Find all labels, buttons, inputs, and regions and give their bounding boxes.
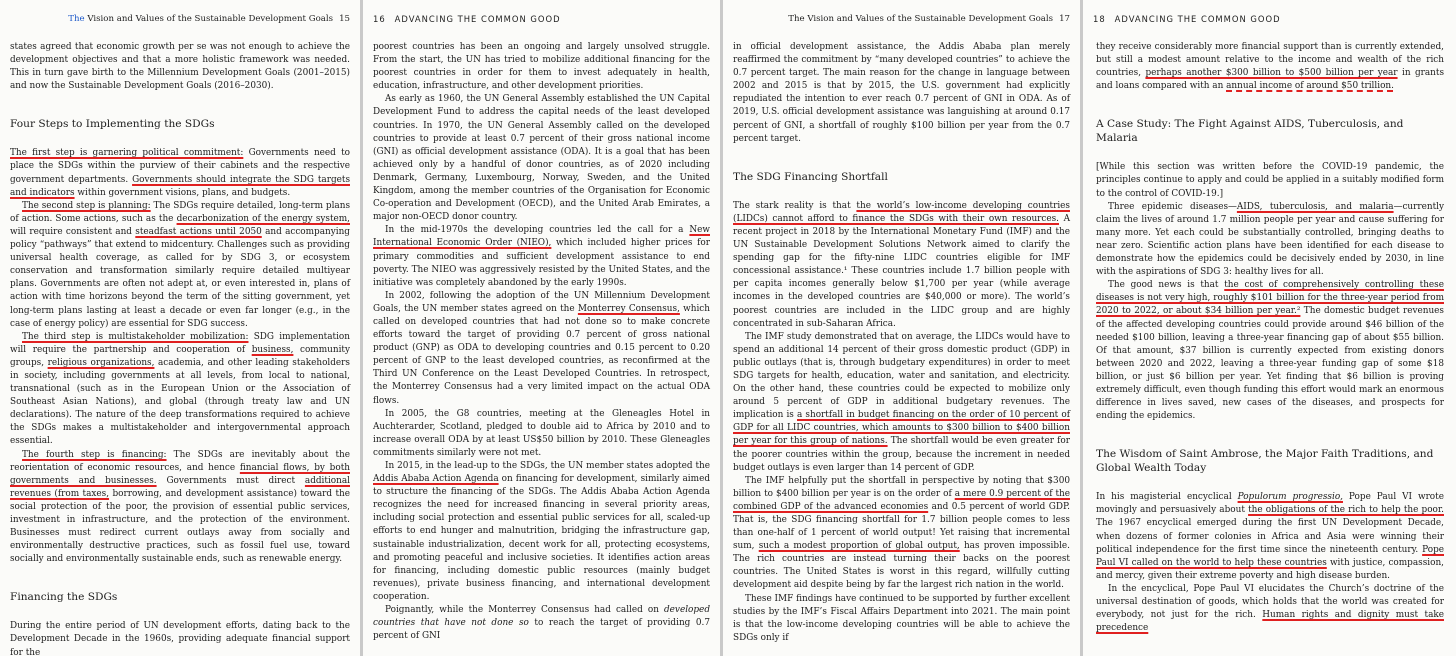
page-16: [363, 0, 720, 656]
text-run: The domestic budget revenues of the affected developing countries could provide around $46 billion of the needed $100 billion, leaving a three-year financing gap of about $55 billion. Of that amount, $37 billion is currently expected from existing donors between 2020 and 2022, leaving a three-year funding gap of some $18 billion, or just $6 billion per year. Yet finding that $6 billion is proving extremely difficult, even though funding this effort would mark an enormous difference in lives saved, new cases of the diseases, and prospects for ending the epidemics.: [1096, 306, 1444, 422]
section-heading: The SDG Financing Shortfall: [733, 170, 888, 183]
page-body: [10, 41, 350, 656]
paragraph: [373, 224, 710, 289]
text-run: —currently claim the lives of around 1.7 million people per year and cause suffering for many more. Yet each could be substantially controlled, bringing deaths to near zero. Scientific action plans have been identified for each disease to demonstrate how the epidemics could be decisively ended by 2030, in line with the aspirations of SDG 3: healthy lives for all.: [1096, 201, 1445, 278]
text-run: In the encyclical, Pope Paul VI elucidates the Church’s doctrine of the universal destination of goods, which holds that the world was created for everybody, not just for the rich.: [1096, 583, 1444, 621]
underlined-passage: AIDS, tuberculosis, and malaria: [1236, 201, 1394, 212]
text-run: Three epidemic diseases—: [1108, 201, 1237, 212]
running-header: [733, 14, 1070, 24]
text-run: which included higher prices for primary commodities and sufficient development assistance to end poverty. The NIEO was aggressively resisted by the United States, and the initiative was completely abandoned by the early 1990s.: [373, 238, 710, 288]
text-run: The SDGs require detailed, long-term plans of action. Some actions, such as the: [10, 200, 350, 224]
page-number: 17: [1059, 14, 1070, 24]
paragraph: [10, 620, 350, 656]
paragraph: [10, 331, 350, 449]
text-run: Poignantly, while the Monterrey Consensus had called on: [385, 605, 664, 616]
page-15: [0, 0, 360, 656]
underlined-passage: decarbonization of the energy system,: [176, 213, 350, 224]
page-body: [1096, 41, 1444, 635]
header-title: ADVANCING THE COMMON GOOD: [1114, 14, 1281, 24]
text-run: to reach the target of providing 0.7 percent of GNI: [373, 618, 711, 642]
selected-word[interactable]: The: [68, 14, 85, 24]
underlined-passage: a shortfall in budget financing on the order of 10 percent of GDP for all LIDC countries, which amounts to $300 billion to $400 billion per year for this group of nations.: [733, 410, 1070, 447]
underlined-passage: the obligations of the rich to help the poor.: [1248, 505, 1444, 516]
underlined-passage: Pope Paul VI called on the world to help these countries: [1096, 544, 1444, 568]
text-run: In 2002, following the adoption of the UN Millennium Development Goals, the UN member states agreed on the: [373, 290, 710, 314]
underlined-passage: Monterrey Consensus,: [577, 303, 680, 314]
page-body: [733, 41, 1070, 645]
paragraph: [733, 475, 1070, 593]
text-run: Governments need to place the SDGs within the purview of their cabinets and the respective government departments.: [10, 148, 350, 185]
text-run: Governments must direct: [156, 475, 305, 486]
text-run: borrowing, and development assistance) toward the social protection of the poor, the provision of essential public services, investment in infrastructure, and the protection of the environment. Businesses must redirect current outlays away from socially and environmentally destructive practices, such as fossil fuel use, toward socially and environmentally sustainable ends, such as renewable energy.: [10, 488, 350, 565]
underlined-passage: a mere 0.9 percent of the combined GDP of the advanced economies: [733, 488, 1070, 512]
text-run: These IMF findings have continued to be supported by further excellent studies by the IMF’s Fiscal Affairs Department into 2021. The main point is that the low-income developing countries will be able to achieve the SDGs only if: [733, 593, 1070, 643]
underlined-passage: business,: [251, 344, 294, 355]
section-heading: Financing the SDGs: [10, 591, 118, 604]
underlined-passage: The third step is multistakeholder mobilization:: [22, 331, 249, 342]
underlined-passage: The second step is planning:: [22, 200, 151, 211]
underlined-passage: New International Economic Order (NIEO),: [373, 225, 710, 249]
underlined-passage: the world’s low-income developing countries (LIDCs) cannot afford to finance the SDGs with their own resources.: [733, 200, 1070, 224]
text-run: and 0.5 percent of world GDP. That is, the SDG financing shortfall for 1.7 billion people comes to less than one-half of 1 percent of world output! Yet raising that incremental sum,: [733, 501, 1070, 552]
text-run: A recent project in 2018 by the International Monetary Fund (IMF) and the UN Sustainable Development Solutions Network aimed to clarify the spending gap for the fifty-nine LIDC countries eligible for IMF concessional assistance.¹ These countries include 1.7 billion people with per capita incomes generally below $1,700 per year (while average incomes in the developed countries are $40,000 or more). The world’s poorest countries are included in the LIDC group and are highly concentrated in sub-Saharan Africa.: [733, 213, 1070, 329]
text-run: within government visions, plans, and budgets.: [74, 187, 291, 198]
page-number: 15: [339, 14, 350, 24]
text-run: The IMF study demonstrated that on average, the LIDCs would have to spend an additional 14 percent of their gross domestic product (GDP) in public outlays (that is, through budgetary expenditures) in order to meet SDG targets for health, education, water and sanitation, and electricity. On the other hand, these countries could be expected to mobilize only around 5 percent of GDP in additional budgetary revenues. The implication is: [733, 331, 1070, 421]
text-run: poorest countries has been an ongoing and largely unsolved struggle. From the start, the UN has tried to mobilize additional financing for the poorest countries in order for them to invest adequately in health, education, infrastructure, and other development priorities.: [373, 42, 710, 92]
text-run: states agreed that economic growth per se was not enough to achieve the development objectives and that a more holistic framework was needed. This in turn gave birth to the Millennium Development Goals (2001–2015) and now the Sustainable Development Goals (2016–2030).: [10, 42, 350, 92]
text-run: The good news is that: [1108, 280, 1225, 291]
paragraph: [1096, 41, 1444, 93]
text-run: academia, and other leading stakeholders in society, including governments at all levels, from local to national, transnational (such as in the European Union or the Association of Southeast Asian Nations), and global (through treaty law and UN declarations). The nature of the deep transformations required to achieve the SDGs makes a multistakeholder and intergovernmental approach essential.: [10, 357, 350, 447]
page-17: [723, 0, 1080, 656]
paragraph: [733, 593, 1070, 645]
running-header: [1093, 14, 1446, 24]
text-run: As early as 1960, the UN General Assembly established the UN Capital Development Fund to address the capital needs of the least developed countries. In 1970, the UN General Assembly called on the developed countries to provide at least 0.7 percent of their gross national income (GNI) as official development assistance (ODA). It is a goal that has been achieved only by a handful of donor countries, as of 2020 including Denmark, Germany, Luxembourg, Norway, Sweden, and the United Kingdom, among the member countries of the Organisation for Economic Co-operation and Development (OECD), and the United Arab Emirates, a major non-OECD donor country.: [373, 94, 710, 223]
text-run: which called on developed countries that had not done so to make concrete efforts toward the target of providing 0.7 percent of gross national product (GNP) as ODA to developing countries and 0.15 percent to 0.20 percent of GNP to the least developed countries, as reconfirmed at the Third UN Conference on the Least Developed Countries. In retrospect, the Monterrey Consensus had a very limited impact on the actual ODA flows.: [373, 303, 710, 406]
section-heading: The Wisdom of Saint Ambrose, the Major Faith Traditions, and Global Wealth Today: [1096, 448, 1434, 475]
header-title: Vision and Values of the Sustainable Development Goals: [84, 14, 334, 24]
text-run: The shortfall would be even greater for the poorer countries within the group, because the increment in needed budget outlays is even larger than 14 percent of GDP.: [733, 436, 1070, 473]
page-18: [1083, 0, 1456, 656]
paragraph: [10, 200, 350, 331]
underlined-passage: religious organizations,: [47, 357, 155, 368]
underlined-passage: The first step is garnering political commitment:: [10, 148, 244, 159]
text-run: The 1967 encyclical emerged during the first UN Development Decade, when dozens of former colonies in Africa and Asia were winning their political independence for the first time since the nineteenth century.: [1096, 518, 1444, 555]
paragraph: [733, 200, 1070, 331]
text-run: they receive considerably more financial support than is currently extended, but still a modest amount relative to the income and wealth of the rich countries,: [1096, 42, 1444, 79]
text-run: in official development assistance, the Addis Ababa plan merely reaffirmed the commitment by “many developed countries” to achieve the 0.7 percent target. The main reason for the change in language between 2002 and 2015 is that by 2015, the U.S. government had explicitly repudiated the intention to ever reach 0.7 percent of GNI in ODA. As of 2019, U.S. official development assistance was languishing at around 0.17 percent of GNI, a shortfall of roughly $100 billion per year from the 0.7 percent target.: [733, 42, 1070, 144]
text-run: The stark reality is that: [733, 200, 857, 211]
page-number: 16: [373, 14, 386, 24]
text-run: In his magisterial encyclical: [1096, 492, 1238, 503]
text-run: community groups,: [10, 344, 350, 368]
text-run: During the entire period of UN development efforts, dating back to the Development Decade in the 1960s, providing adequate financial support for the: [10, 621, 350, 656]
text-run: with justice, compassion, and mercy, given their extreme poverty and high disease burden.: [1096, 557, 1444, 581]
running-header: [373, 14, 710, 24]
paragraph: [373, 460, 710, 604]
header-title: ADVANCING THE COMMON GOOD: [394, 14, 561, 24]
paragraph: [1096, 279, 1444, 423]
paragraph: [1096, 491, 1444, 583]
text-run: In the mid-1970s the developing countries led the call for a: [385, 225, 690, 236]
underlined-passage: perhaps another $300 billion to $500 billion per year: [1145, 68, 1398, 79]
underlined-passage: Governments should integrate the SDG targets and indicators: [10, 174, 350, 198]
text-run: developed countries that have not done so: [373, 605, 710, 629]
text-run: In 2015, in the lead-up to the SDGs, the UN member states adopted the: [385, 461, 710, 471]
paragraph: [733, 41, 1070, 146]
page-body: [373, 41, 710, 643]
page-number: 18: [1093, 14, 1106, 24]
paragraph: [373, 408, 710, 460]
paragraph: [373, 290, 710, 408]
text-run: on financing for development, similarly aimed to structure the financing of the SDGs. The Addis Ababa Action Agenda recognizes the need for increased financing in several priority areas, including social protection and essential public services for all, scaled-up efforts to end hunger and malnutrition, bridging the infrastructure gap, sustainable industrialization, decent work for all, protecting ecosystems, and promoting peaceful and inclusive societies. It identifies action areas for financing, including domestic public resources (mainly budget revenues), private business financing, and international development cooperation.: [373, 474, 710, 602]
dashed-underlined-passage: annual income of around $50 trillion.: [1226, 81, 1394, 92]
text-run: [While this section was written before the COVID-19 pandemic, the principles continue to apply and could be applied in a suitably modified form to the control of COVID-19.]: [1096, 162, 1444, 199]
text-run: The IMF helpfully put the shortfall in perspective by noting that $300 billion to $400 billion per year is on the order of: [733, 475, 1070, 499]
underlined-passage: additional revenues (from taxes,: [10, 475, 350, 499]
paragraph: [1096, 201, 1444, 280]
paragraph: [733, 331, 1070, 475]
text-run: will require consistent and: [10, 226, 136, 237]
header-title: The Vision and Values of the Sustainable Development Goals: [788, 14, 1054, 24]
paragraph: [10, 449, 350, 567]
section-heading: A Case Study: The Fight Against AIDS, Tuberculosis, and Malaria: [1096, 118, 1404, 145]
text-run: in grants and loans compared with an: [1096, 68, 1444, 92]
section-heading: Four Steps to Implementing the SDGs: [10, 118, 215, 131]
underlined-passage: Populorum progressio,: [1237, 492, 1343, 503]
paragraph: [373, 41, 710, 93]
text-run: The SDGs are inevitably about the reorientation of economic resources, and hence: [10, 449, 350, 473]
underlined-passage: financial flows, by both governments and businesses.: [10, 462, 350, 486]
paragraph: [10, 147, 350, 199]
text-run: has proven impossible. The rich countries are instead turning their backs on the poorest countries. The United States is worst in this regard, willfully cutting development aid despite being by far the largest rich nation in the world.: [733, 541, 1070, 591]
underlined-passage: the cost of comprehensively controlling these diseases is not very high, roughly $101 billion for the three-year period from 2020 to 2022, or about $34 billion per year.²: [1096, 280, 1444, 317]
running-header: [10, 14, 350, 24]
text-run: In 2005, the G8 countries, meeting at the Gleneagles Hotel in Auchterarder, Scotland, pledged to double aid to Africa by 2010 and to increase overall ODA by at least US$50 billion by 2010. These Gleneagles commitments similarly were not met.: [373, 408, 710, 458]
underlined-passage: Human rights and dignity must take precedence: [1096, 610, 1444, 634]
paragraph: [373, 604, 710, 643]
underlined-passage: Addis Ababa Action Agenda: [373, 474, 499, 485]
paragraph: [1096, 161, 1444, 200]
paragraph: [1096, 583, 1444, 635]
paragraph: [373, 93, 710, 224]
text-run: Pope Paul VI wrote movingly and persuasively about: [1096, 492, 1444, 516]
text-run: and accompanying policy “pathways” that extend to midcentury. Challenges such as providing universal health coverage, as called for by SDG 3, or ecosystem conservation and transformation similarly require detailed multiyear plans. Governments are often not adept at, or even interested in, plans of action with time horizons beyond the term of the sitting government, yet long-term plans lasting at least a decade or even far longer (e.g., in the case of energy policy) are essential for SDG success.: [10, 226, 350, 329]
paragraph: [10, 41, 350, 93]
underlined-passage: steadfast actions until 2050: [135, 226, 262, 237]
text-run: SDG implementation will require the partnership and cooperation of: [10, 331, 350, 355]
underlined-passage: such a modest proportion of global output,: [758, 541, 960, 552]
underlined-passage: The fourth step is financing:: [22, 449, 167, 460]
